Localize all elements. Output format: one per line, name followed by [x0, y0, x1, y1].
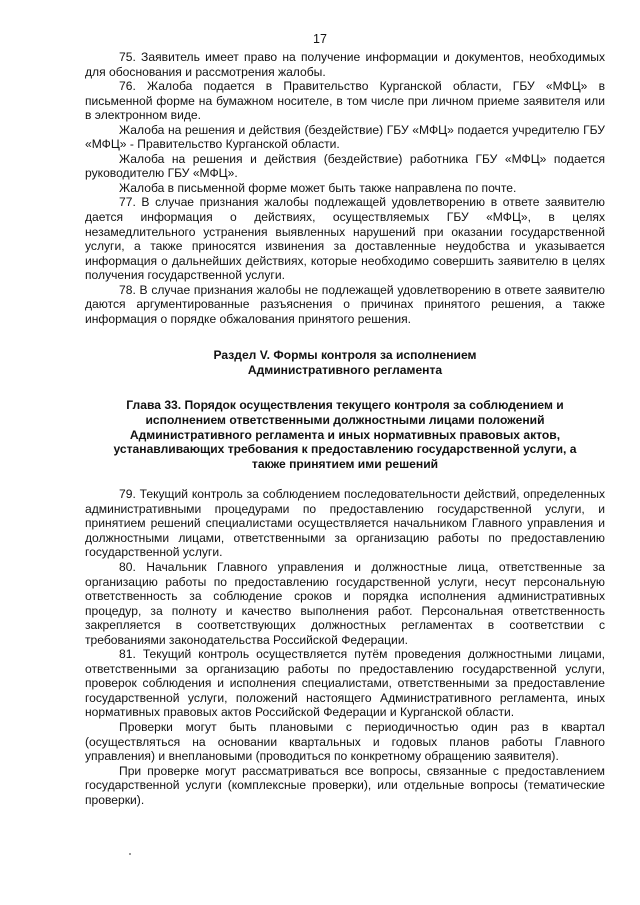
chapter-content	[85, 487, 605, 807]
paragraph-75: 75. Заявитель имеет право на получение информации и документов, необходимых для обоснования и рассмотрения жалобы.	[85, 50, 605, 79]
paragraph-complaint-head: Жалоба на решения и действия (бездействие) работника ГБУ «МФЦ» подается руководителю ГБУ «МФЦ».	[85, 151, 605, 181]
paragraph-78: 78. В случае признания жалобы не подлежащей удовлетворению в ответе заявителю даются аргументированные разъяснения о причинах принятого решения, а также информация о порядке обжалования принятого решения.	[85, 282, 605, 326]
paragraph-81: 81. Текущий контроль осуществляется путём проведения должностными лицами, ответственными за организацию работы по предоставлению государственной услуги, проверок соблюдения и исполнения специалистами, ответственными за предоставление государственной услуги, положений настоящего Административного регламента, иных нормативных правовых актов Российской Федерации и Курганской области.	[85, 647, 605, 720]
section-heading-line1: Раздел V. Формы контроля за исполнением	[213, 348, 477, 363]
paragraph-inspections-types: Проверки могут быть плановыми с периодичностью один раз в квартал (осуществляться на основании квартальных и годовых планов работы Главного управления) и внеплановыми (проводиться по конкретному обращению заявителя).	[85, 719, 605, 764]
document-body	[85, 50, 605, 807]
paragraph-inspections-scope: При проверке могут рассматриваться все вопросы, связанные с предоставлением государственной услуги (комплексные проверки), или отдельные вопросы (тематические проверки).	[85, 763, 605, 807]
paragraph-complaint-founder: Жалоба на решения и действия (бездействие) ГБУ «МФЦ» подается учредителю ГБУ «МФЦ» - Правительство Курганской области.	[85, 122, 605, 152]
paragraph-79: 79. Текущий контроль за соблюдением последовательности действий, определенных административными процедурами по предоставлению государственной услуги, и принятием решений специалистами осуществляется начальником Главного управления и должностными лицами, ответственными за организацию работы по предоставлению государственной услуги.	[85, 487, 605, 560]
section-heading	[85, 348, 605, 377]
paragraph-80: 80. Начальник Главного управления и должностные лица, ответственные за организацию работы по предоставлению государственной услуги, несут персональную ответственность за соблюдение сроков и порядка исполнения административных процедур, за полноту и качество выполнения работ. Персональная ответственность закрепляется в соответствующих должностных регламентах в соответствии с требованиями законодательства Российской Федерации.	[85, 559, 605, 647]
section-heading-line2: Административного регламента	[247, 362, 443, 377]
paragraph-77: 77. В случае признания жалобы подлежащей удовлетворению в ответе заявителю дается информация о действиях, осуществляемых ГБУ «МФЦ», в целях незамедлительного устранения выявленных нарушений при оказании государственной услуги, а также приносятся извинения за доставленные неудобства и указывается информация о дальнейших действиях, которые необходимо совершить заявителю в целях получения государственной услуги.	[85, 195, 605, 283]
paragraph-76: 76. Жалоба подается в Правительство Курганской области, ГБУ «МФЦ» в письменной форме на бумажном носителе, в том числе при личном приеме заявителя или в электронном виде.	[85, 79, 605, 123]
scan-speck	[129, 853, 131, 855]
chapter-heading-text: Глава 33. Порядок осуществления текущего контроля за соблюдением и исполнением ответственными должностными лицами положений Административного регламента и иных нормативных правовых актов, устанавливающих требования к предоставлению государственной услуги, а также принятием ими решений	[113, 398, 577, 471]
chapter-heading	[85, 398, 605, 471]
paragraph-complaint-mail: Жалоба в письменной форме может быть также направлена по почте.	[119, 180, 517, 195]
page-number: 17	[313, 32, 327, 46]
